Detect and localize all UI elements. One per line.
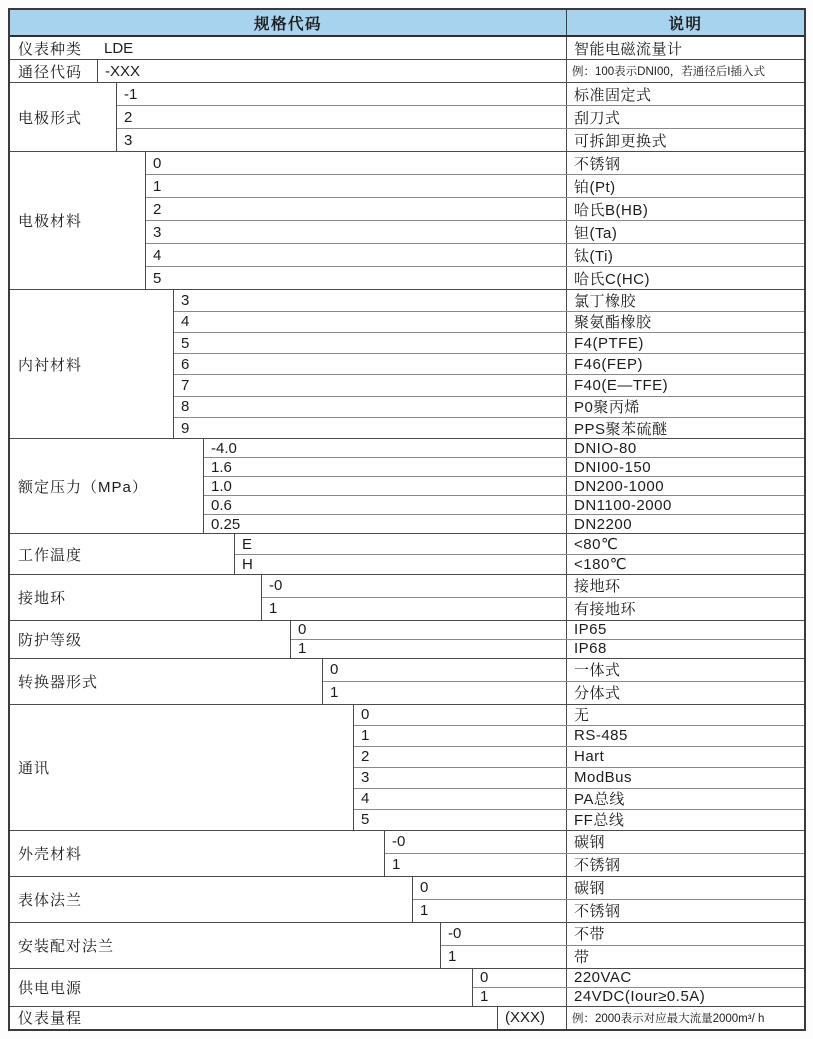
code-cell: 1 [153,177,162,195]
table-section [10,289,804,438]
section-rows [472,969,804,1006]
description-cell: 铂(Pt) [566,175,804,197]
description-cell: 220VAC [566,969,804,987]
section-rows [234,534,804,573]
code-cell: 1 [330,684,339,702]
section-rows [440,923,804,968]
description-cell: 有接地环 [566,598,804,620]
table-row [473,969,804,987]
code-cell: 2 [124,108,133,126]
table-row [204,439,804,457]
section-label: 电极形式 [18,109,83,127]
table-row [441,945,804,968]
header-description: 说明 [566,10,804,35]
description-cell: 标准固定式 [566,83,804,105]
description-cell: ModBus [566,768,804,788]
table-row [174,374,804,395]
table-row [354,746,804,767]
table-row [146,220,804,243]
code-cell: 5 [181,334,190,352]
section-rows [145,152,804,289]
section-label: 接地环 [18,589,67,607]
code-cell: 4 [361,790,370,808]
description-cell: 刮刀式 [566,106,804,128]
section-label: 工作温度 [18,546,83,564]
table-row [174,332,804,353]
description-cell: 钽(Ta) [566,221,804,243]
table-row [235,554,804,574]
description-cell: 聚氨酯橡胶 [566,312,804,332]
table-section [10,876,804,922]
table-row [354,725,804,746]
table-row [204,495,804,514]
section-label: 通径代码 [18,63,83,81]
description-cell: 可拆卸更换式 [566,129,804,151]
table-header-row [10,10,804,37]
section-label: 安装配对法兰 [18,937,115,955]
section-rows [173,290,804,438]
table-section [10,574,804,620]
description-cell: <180℃ [566,555,804,574]
table-row [354,788,804,809]
code-cell: 1 [480,988,489,1006]
table-row [291,639,804,658]
description-cell: 钛(Ti) [566,244,804,266]
description-cell: FF总线 [566,810,804,830]
spec-code-table [8,8,806,1031]
code-cell: 4 [153,246,162,264]
code-cell: 6 [181,355,190,373]
table-row [385,831,804,853]
code-cell: -0 [392,833,406,851]
description-cell: 智能电磁流量计 [566,37,804,59]
table-row [385,853,804,876]
table-row [174,311,804,332]
description-cell: DN2200 [566,515,804,533]
code-cell: 2 [361,748,370,766]
table-row [117,83,804,105]
code-cell: 0 [420,879,429,897]
description-cell: 例：2000表示对应最大流量2000m³/ h [566,1007,804,1029]
code-cell: 8 [181,398,190,416]
code-cell: 0.25 [211,515,241,533]
table-section [10,59,804,82]
section-rows [497,1007,804,1029]
section-rows [290,621,804,658]
table-row [441,923,804,945]
section-rows [353,705,804,830]
table-section [10,968,804,1006]
table-section [10,704,804,830]
section-rows [412,877,804,922]
code-cell: 3 [124,131,133,149]
code-cell: 3 [181,291,190,309]
table-section [10,151,804,289]
code-cell: 5 [153,269,162,287]
section-label: 仪表种类 [18,40,83,58]
table-row [354,767,804,788]
code-cell: 1.6 [211,458,232,476]
code-cell: LDE [104,39,134,57]
code-cell: 2 [153,200,162,218]
table-row [174,417,804,438]
code-cell: 7 [181,377,190,395]
description-cell: DNIO-80 [566,439,804,457]
section-label: 供电电源 [18,979,83,997]
table-section [10,658,804,704]
code-cell: 3 [153,223,162,241]
description-cell: PA总线 [566,789,804,809]
description-cell: IP68 [566,640,804,658]
description-cell: 24VDC(Iour≥0.5A) [566,988,804,1006]
table-row [204,514,804,533]
table-row [413,899,804,922]
table-row [291,621,804,639]
table-row [146,152,804,174]
section-label: 防护等级 [18,631,83,649]
table-row [174,290,804,310]
table-row [473,987,804,1006]
description-cell: P0聚丙烯 [566,397,804,417]
section-label: 外壳材料 [18,845,83,863]
description-cell: 无 [566,705,804,725]
table-row [262,575,804,597]
table-section [10,922,804,968]
table-row [262,597,804,620]
code-cell: 0 [480,969,489,987]
table-row [413,877,804,899]
description-cell: 不带 [566,923,804,945]
description-cell: 哈氏B(HB) [566,198,804,220]
table-row [174,353,804,374]
table-row [323,681,804,704]
section-label: 转换器形式 [18,673,99,691]
code-cell: 1 [269,600,278,618]
code-cell: 9 [181,419,190,437]
table-section [10,438,804,533]
description-cell: RS-485 [566,726,804,746]
section-label: 表体法兰 [18,891,83,909]
section-label: 额定压力（MPa） [18,478,148,496]
section-label: 内衬材料 [18,356,83,374]
table-row [204,476,804,495]
description-cell: 接地环 [566,575,804,597]
code-cell: -0 [269,577,283,595]
description-cell: 分体式 [566,682,804,704]
table-row [354,705,804,725]
description-cell: <80℃ [566,534,804,553]
code-cell: 3 [361,769,370,787]
description-cell: PPS聚苯硫醚 [566,418,804,438]
code-cell: 4 [181,313,190,331]
description-cell: 不锈钢 [566,900,804,922]
code-cell: 5 [361,811,370,829]
description-cell: Hart [566,747,804,767]
description-cell: F40(E—TFE) [566,375,804,395]
table-section [10,82,804,151]
description-cell: 碳钢 [566,877,804,899]
code-cell: 1 [448,948,457,966]
description-cell: 碳钢 [566,831,804,853]
code-cell: 0 [298,621,307,639]
table-row [117,105,804,128]
table-row [354,809,804,830]
code-cell: H [242,555,253,573]
code-cell: 1.0 [211,477,232,495]
code-cell: 1 [298,640,307,658]
section-rows [261,575,804,620]
table-row [117,128,804,151]
table-row [323,659,804,681]
description-cell: F4(PTFE) [566,333,804,353]
section-rows [384,831,804,876]
code-cell: -0 [448,925,462,943]
section-label: 仪表量程 [18,1010,83,1028]
code-cell: 1 [420,902,429,920]
table-row [204,457,804,476]
description-cell: DN200-1000 [566,477,804,495]
table-row [146,174,804,197]
description-cell: 不锈钢 [566,854,804,876]
code-cell: 1 [392,856,401,874]
code-cell: 0 [330,661,339,679]
table-section [10,620,804,658]
code-cell: -4.0 [211,439,237,457]
table-row [146,266,804,289]
code-cell: -XXX [105,62,141,80]
description-cell: 带 [566,946,804,968]
table-row [174,396,804,417]
code-cell: -1 [124,85,138,103]
section-rows [97,60,804,82]
table-section [10,533,804,573]
section-label: 通讯 [18,759,51,777]
section-rows [322,659,804,704]
code-cell: E [242,535,253,553]
code-cell: (XXX) [505,1009,546,1027]
section-rows [116,83,804,151]
header-spec-code: 规格代码 [253,15,322,33]
description-cell: 例：100表示DNI00，若通径后I插入式 [566,60,804,82]
description-cell: 氯丁橡胶 [566,290,804,310]
table-section [10,1006,804,1029]
description-cell: 一体式 [566,659,804,681]
table-row [235,534,804,553]
section-rows [203,439,804,533]
description-cell: 不锈钢 [566,152,804,174]
section-label: 电极材料 [18,213,83,231]
table-row [97,37,804,59]
table-row [98,60,804,82]
code-cell: 0 [361,706,370,724]
description-cell: F46(FEP) [566,354,804,374]
code-cell: 0 [153,154,162,172]
section-rows [97,37,804,59]
description-cell: IP65 [566,621,804,639]
table-row [146,197,804,220]
description-cell: DN1100-2000 [566,496,804,514]
table-row [146,243,804,266]
table-row [498,1007,804,1029]
description-cell: 哈氏C(HC) [566,267,804,289]
table-section [10,37,804,59]
description-cell: DNI00-150 [566,458,804,476]
code-cell: 1 [361,727,370,745]
code-cell: 0.6 [211,496,232,514]
table-section [10,830,804,876]
